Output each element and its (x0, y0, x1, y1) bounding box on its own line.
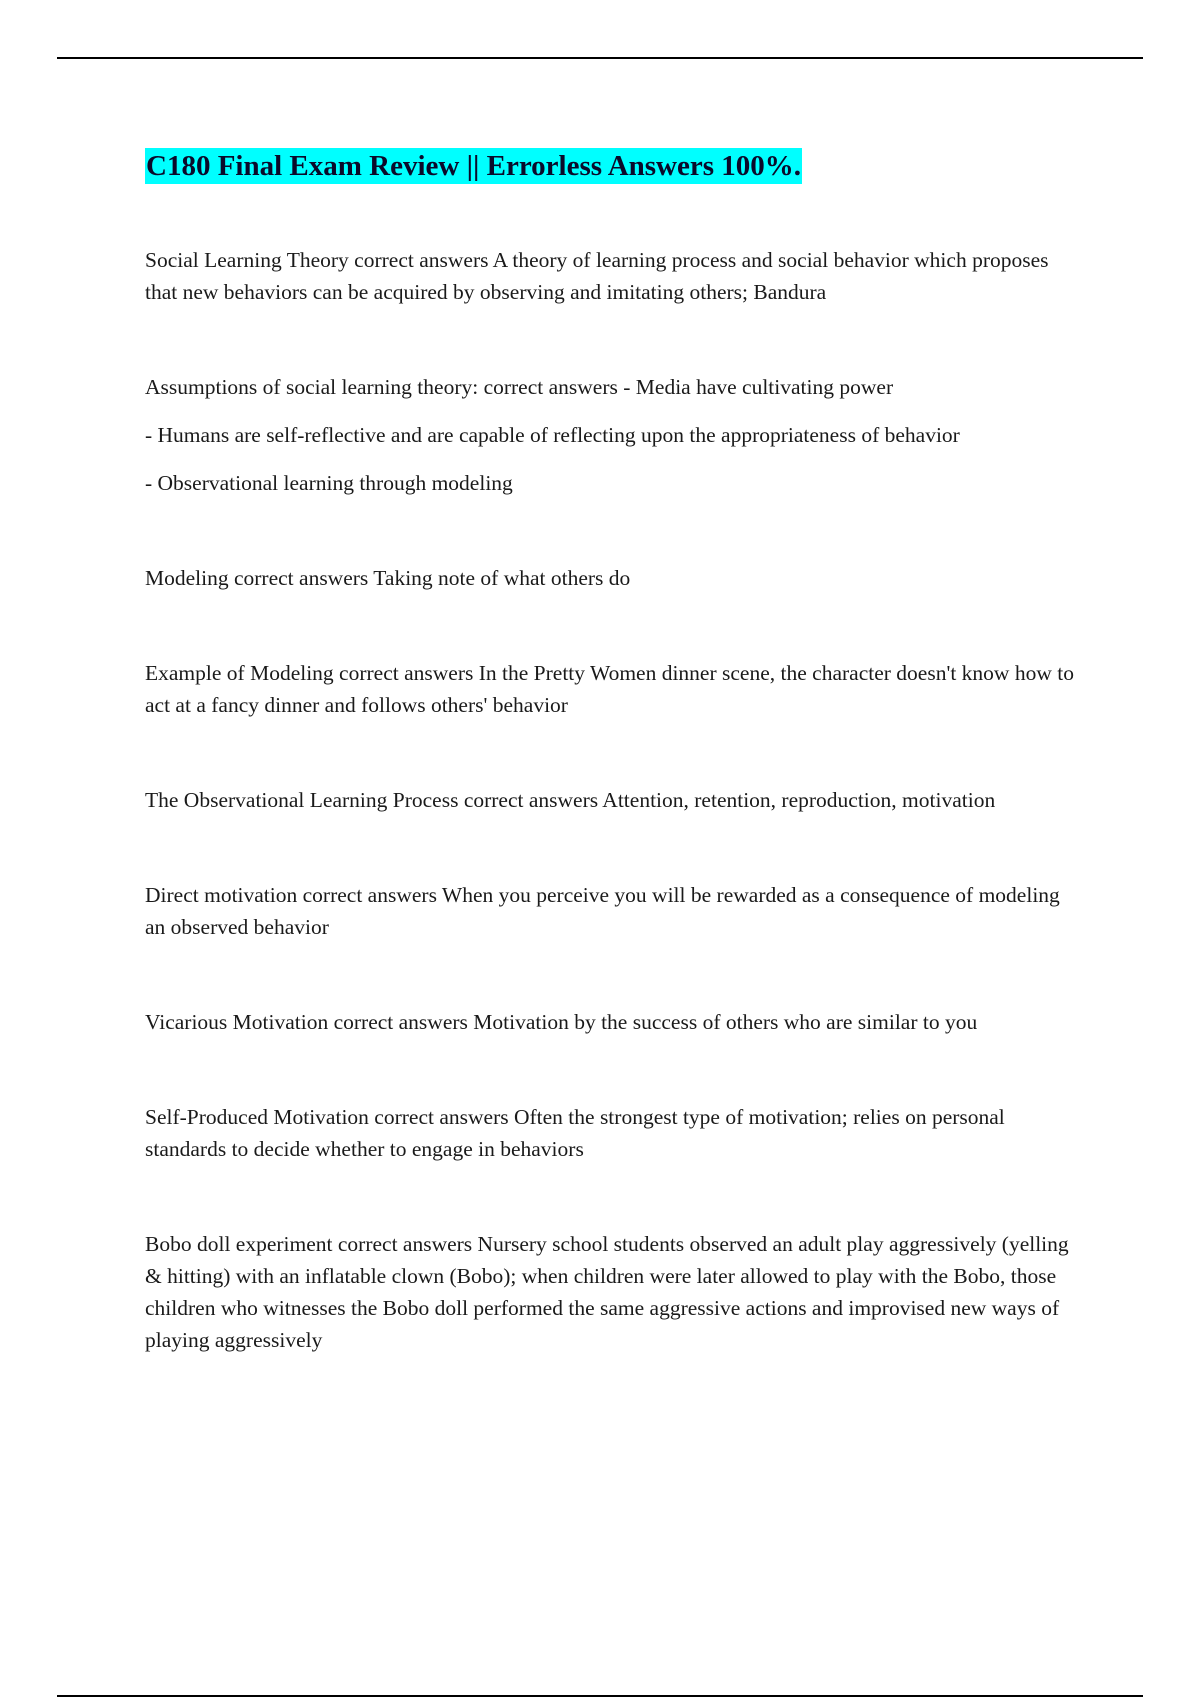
qa-entry-text: Vicarious Motivation correct answers Motivation by the success of others who are similar to you (145, 1010, 978, 1034)
qa-entry-example-of-modeling (145, 657, 1085, 721)
header-rule (57, 57, 1143, 59)
qa-entry-text: Bobo doll experiment correct answers Nursery school students observed an adult play aggressively (yelling & hitting) with an inflatable clown (Bobo); when children were later allowed to play with the Bobo, those children who witnesses the Bobo doll performed the same aggressive actions and improvised new ways of playing aggressively (145, 1232, 1069, 1352)
qa-entry-modeling (145, 562, 1085, 594)
qa-entry-text: Direct motivation correct answers When you perceive you will be rewarded as a consequence of modeling an observed behavior (145, 883, 1060, 939)
qa-entry-self-produced-motivation (145, 1101, 1085, 1165)
qa-entry-vicarious-motivation (145, 1006, 1085, 1038)
qa-entry-bobo-doll-experiment (145, 1228, 1085, 1356)
qa-entry-text: Modeling correct answers Taking note of what others do (145, 566, 631, 590)
qa-entry-line: - Observational learning through modeling (145, 471, 513, 495)
document-body (145, 148, 1085, 1356)
qa-entry-text: Social Learning Theory correct answers A theory of learning process and social behavior which proposes that new behaviors can be acquired by observing and imitating others; Bandura (145, 248, 1049, 304)
qa-list (145, 244, 1085, 1356)
qa-entry-text: Example of Modeling correct answers In the Pretty Women dinner scene, the character doesn't know how to act at a fancy dinner and follows others' behavior (145, 661, 1074, 717)
qa-entry-social-learning-theory (145, 244, 1085, 308)
qa-entry-text: Self-Produced Motivation correct answers Often the strongest type of motivation; relies on personal standards to decide whether to engage in behaviors (145, 1105, 1005, 1161)
qa-entry-assumptions (145, 371, 1085, 499)
qa-entry-line: - Humans are self-reflective and are capable of reflecting upon the appropriateness of behavior (145, 423, 960, 447)
qa-entry-observational-learning-process (145, 784, 1085, 816)
qa-entry-text: The Observational Learning Process correct answers Attention, retention, reproduction, motivation (145, 788, 996, 812)
qa-entry-line: Assumptions of social learning theory: correct answers - Media have cultivating power (145, 375, 894, 399)
qa-entry-direct-motivation (145, 879, 1085, 943)
footer-rule (57, 1695, 1143, 1697)
document-title: C180 Final Exam Review || Errorless Answers 100%. (146, 150, 802, 182)
